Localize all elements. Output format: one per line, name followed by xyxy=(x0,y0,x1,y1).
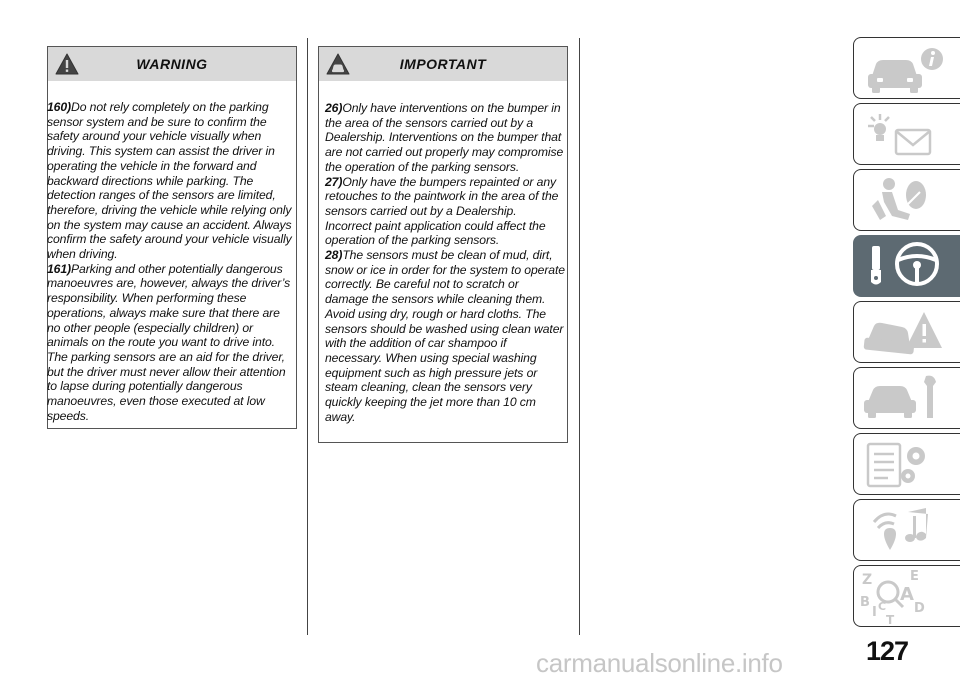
multimedia-icon xyxy=(854,500,960,562)
svg-text:T: T xyxy=(886,613,895,627)
column-divider-right xyxy=(579,38,580,635)
important-title: IMPORTANT xyxy=(399,56,487,72)
svg-text:B: B xyxy=(860,595,870,610)
technical-data-icon xyxy=(854,434,960,496)
tab-maintenance[interactable] xyxy=(853,367,960,429)
column-divider-left xyxy=(307,38,308,635)
tab-index[interactable] xyxy=(853,565,960,627)
watermark: carmanualsonline.info xyxy=(536,648,783,678)
important-item-text: Only have the bumpers repainted or any retouches to the paintwork in the area of the sensors carried out by a Dealership. Incorrect paint application could affect the operation of the parking sensors. xyxy=(325,174,559,248)
steering-wheel-key-icon xyxy=(854,236,960,298)
svg-text:C: C xyxy=(878,600,887,613)
important-item-text: The sensors must be clean of mud, dirt, snow or ice in order for the system to operate correctly. Be careful not to scratch or damage the sensors while cleaning them. Avoid using dry, rough or hard cloths. The sensors should be washed using clean water with the addition of car shampoo if necessary. When using special washing equipment such as high pressure jets or steam cleaning, clean the sensors very quickly keeping the jet more than 10 cm away. xyxy=(325,248,565,424)
important-item-26 xyxy=(325,101,565,175)
important-item-28 xyxy=(325,248,565,424)
tab-technical-data[interactable] xyxy=(853,433,960,495)
warning-text xyxy=(47,100,295,423)
tab-emergency[interactable] xyxy=(853,301,960,363)
dashboard-lights-icon xyxy=(854,104,960,166)
tab-vehicle-info[interactable] xyxy=(853,37,960,99)
index-icon xyxy=(854,566,960,628)
warning-box xyxy=(47,46,297,429)
important-item-number: 27) xyxy=(325,174,343,189)
safety-airbag-icon xyxy=(854,170,960,232)
important-item-number: 28) xyxy=(325,248,343,263)
warning-item-160 xyxy=(47,100,295,262)
important-text xyxy=(325,101,565,424)
svg-text:I: I xyxy=(872,605,877,620)
tab-starting-driving[interactable] xyxy=(853,235,960,297)
tab-multimedia[interactable] xyxy=(853,499,960,561)
car-maintenance-icon xyxy=(854,368,960,430)
warning-item-text: Parking and other potentially dangerous manoeuvres are, however, always the driver’s responsibility. When performing these operations, always make sure that there are no other people (especially children) or animals on the route you want to drive into. The parking sensors are an aid for the driver, but the driver must never allow their attention to lapse during potentially dangerous manoeuvres, even those executed at low speeds. xyxy=(47,261,291,423)
tab-safety[interactable] xyxy=(853,169,960,231)
page-number: 127 xyxy=(866,636,909,666)
svg-text:Z: Z xyxy=(862,572,873,588)
tab-dashboard[interactable] xyxy=(853,103,960,165)
important-item-text: Only have interventions on the bumper in the area of the sensors carried out by a Dealership. Interventions on the bumper that are not carried out properly may compromise the operation of the parking sensors. xyxy=(325,101,564,174)
important-item-27 xyxy=(325,175,565,249)
important-header xyxy=(319,47,567,81)
warning-item-number: 160) xyxy=(47,100,71,114)
warning-item-number: 161) xyxy=(47,261,71,276)
svg-text:E: E xyxy=(910,569,919,584)
car-info-icon xyxy=(854,38,960,100)
emergency-car-icon xyxy=(854,302,960,364)
important-box xyxy=(318,46,568,443)
important-item-number: 26) xyxy=(325,101,343,115)
svg-text:D: D xyxy=(914,601,925,616)
warning-title: WARNING xyxy=(136,56,208,72)
svg-text:A: A xyxy=(900,584,914,605)
warning-item-161 xyxy=(47,262,295,424)
warning-item-text: Do not rely completely on the parking sensor system and be sure to confirm the safety around your vehicle visually when driving. This system can assist the driver in operating the vehicle in the forward and backward directions while parking. The detection ranges of the sensors are limited, therefore, driving the vehicle while relying only on the system may cause an accident. Always confirm the safety around your vehicle visually when driving. xyxy=(47,100,292,262)
warning-header xyxy=(48,47,296,81)
